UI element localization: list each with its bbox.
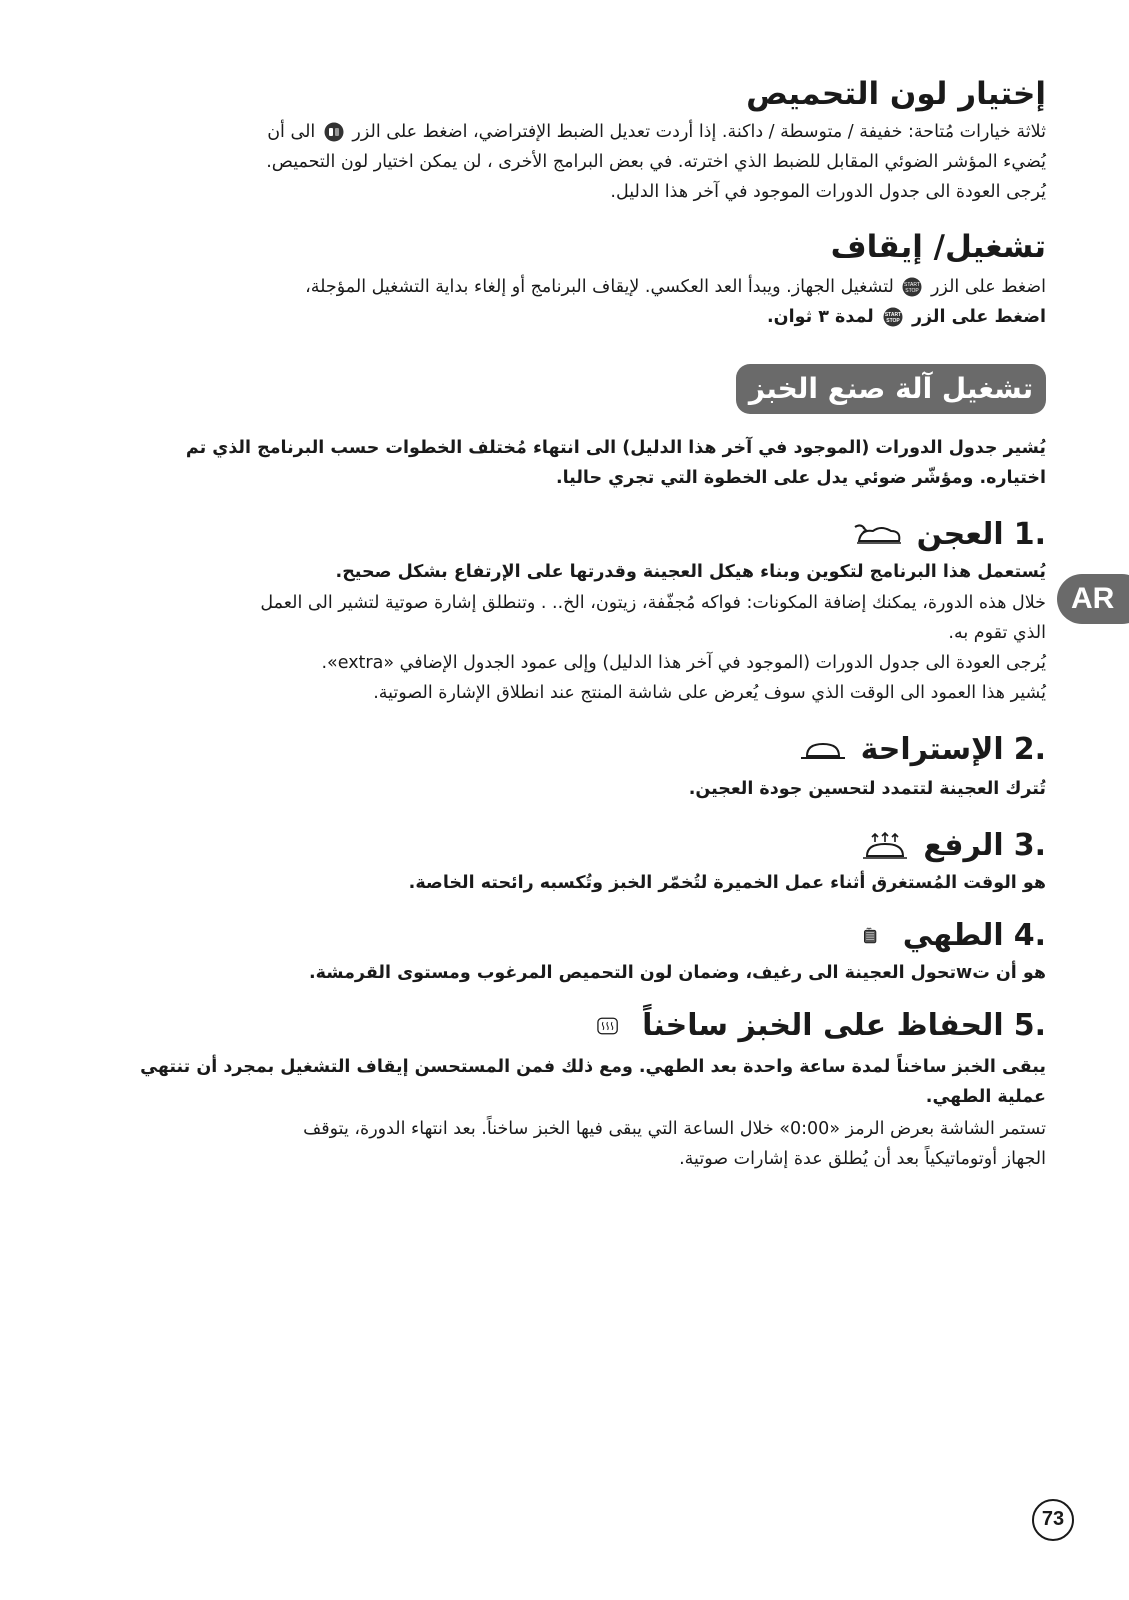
step-5-bold	[70, 1052, 1046, 1112]
rising-icon	[857, 830, 913, 862]
intro-line-1: يُشير جدول الدورات (الموجود في آخر هذا الدليل) الى انتهاء مُختلف الخطوات حسب البرنامج الذي تم	[185, 438, 1046, 458]
step-1-line-1: خلال هذه الدورة، يمكنك إضافة المكونات: فواكه مُجفّفة، زيتون، الخ.. . وتنطلق إشارة صوتية لتشير الى العمل	[260, 593, 1046, 613]
start-icon-text-top: START	[904, 282, 921, 288]
page	[70, 0, 1046, 1600]
step-4-bold	[70, 958, 1046, 988]
step-1-number: 1.	[1013, 517, 1046, 552]
step-5-bold-line-2: عملية الطهي.	[925, 1087, 1046, 1107]
step-3-number: 3.	[1013, 828, 1046, 863]
step-3-title	[857, 826, 1046, 866]
step-4-number: 4.	[1013, 918, 1046, 953]
start-icon-text-top-2: START	[884, 312, 902, 318]
browning-line-2: يُضيء المؤشر الضوئي المقابل للضبط الذي اخترته. في بعض البرامج الأخرى ، لن يمكن اختيار لون التحميص.	[266, 152, 1046, 172]
browning-button-icon	[324, 122, 344, 142]
browning-title: إختيار لون التحميص	[746, 76, 1046, 112]
step-5-paragraph	[70, 1114, 1046, 1174]
step-1-bold-line-1: يُستعمل هذا البرنامج لتكوين وبناء هيكل العجينة وقدرتها على الإرتفاع بشكل صحيح.	[335, 562, 1046, 582]
start-stop-title: تشغيل/ إيقاف	[830, 229, 1046, 265]
step-3-label: الرفع	[923, 828, 1004, 863]
step-1-title	[851, 515, 1046, 555]
step-5-line-2: الجهاز أوتوماتيكياً بعد أن يُطلق عدة إشارات صوتية.	[679, 1149, 1046, 1169]
start-stop-line-1a: اضغط على الزر	[930, 277, 1046, 297]
start-icon-text-bottom-2: STOP	[886, 318, 900, 324]
browning-paragraph	[70, 117, 1046, 207]
start-stop-paragraph	[70, 272, 1046, 332]
step-4-label: الطهي	[902, 918, 1004, 953]
step-5-line-1: تستمر الشاشة بعرض الرمز «0:00» خلال الساعة التي يبقى فيها الخبز ساخناً. بعد انتهاء الدورة، يتوقف	[303, 1119, 1046, 1139]
page-number: 73	[1032, 1499, 1074, 1541]
step-1-bold	[70, 557, 1046, 587]
browning-line-3: يُرجى العودة الى جدول الدورات الموجود في آخر هذا الدليل.	[610, 182, 1046, 202]
rest-icon	[795, 734, 851, 766]
start-stop-button-icon	[902, 277, 922, 297]
step-3-bold	[70, 868, 1046, 898]
step-2-number: 2.	[1013, 732, 1046, 767]
step-5-bold-line-1: يبقى الخبز ساخناً لمدة ساعة واحدة بعد الطهي. ومع ذلك فمن المستحسن إيقاف التشغيل بمجرد أن تنتهي	[140, 1057, 1046, 1077]
section-banner: تشغيل آلة صنع الخبز	[736, 364, 1046, 414]
start-stop-line-2a: اضغط على الزر	[911, 307, 1046, 327]
step-1-line-3: يُرجى العودة الى جدول الدورات (الموجود في آخر هذا الدليل) وإلى عمود الجدول الإضافي «extra».	[321, 653, 1046, 673]
baking-icon	[861, 920, 893, 952]
step-3-bold-line-1: هو الوقت المُستغرق أثناء عمل الخميرة لتُخمّر الخبز وتُكسبه رائحته الخاصة.	[408, 873, 1046, 893]
intro-paragraph	[70, 433, 1046, 493]
browning-line-1b: الى أن	[267, 122, 316, 142]
browning-line-1: ثلاثة خيارات مُتاحة: خفيفة / متوسطة / داكنة. إذا أردت تعديل الضبط الإفتراضي، اضغط على الزر	[352, 122, 1046, 142]
step-5-title	[596, 1006, 1046, 1046]
start-stop-button-icon-2	[883, 307, 903, 327]
step-1-line-4: يُشير هذا العمود الى الوقت الذي سوف يُعرض على شاشة المنتج عند انطلاق الإشارة الصوتية.	[373, 683, 1046, 703]
start-stop-line-2b: لمدة ٣ ثوان.	[767, 307, 874, 327]
step-2-bold-line-1: تُترك العجينة لتتمدد لتحسين جودة العجين.	[688, 779, 1046, 799]
step-4-bold-line-1: هو أن تwتحول العجينة الى رغيف، وضمان لون التحميص المرغوب ومستوى القرمشة.	[309, 963, 1046, 983]
step-2-bold	[70, 774, 1046, 804]
start-stop-line-1b: لتشغيل الجهاز. ويبدأ العد العكسي. لإيقاف البرنامج أو إلغاء بداية التشغيل المؤجلة،	[305, 277, 894, 297]
step-5-label: الحفاظ على الخبز ساخناً	[642, 1008, 1004, 1043]
start-icon-text-bottom: STOP	[905, 288, 920, 294]
step-1-label: العجن	[916, 517, 1004, 552]
step-1-line-2: الذي تقوم به.	[948, 623, 1046, 643]
kneading-icon	[851, 519, 907, 551]
language-tab: AR	[1057, 574, 1129, 624]
step-5-number: 5.	[1013, 1008, 1046, 1043]
step-2-label: الإستراحة	[860, 732, 1004, 767]
step-2-title	[795, 730, 1046, 770]
step-1-paragraph	[70, 588, 1046, 708]
keep-warm-icon	[596, 1010, 632, 1042]
step-4-title	[861, 916, 1046, 956]
intro-line-2: اختياره. ومؤشّر ضوئي يدل على الخطوة التي تجري حاليا.	[555, 468, 1046, 488]
